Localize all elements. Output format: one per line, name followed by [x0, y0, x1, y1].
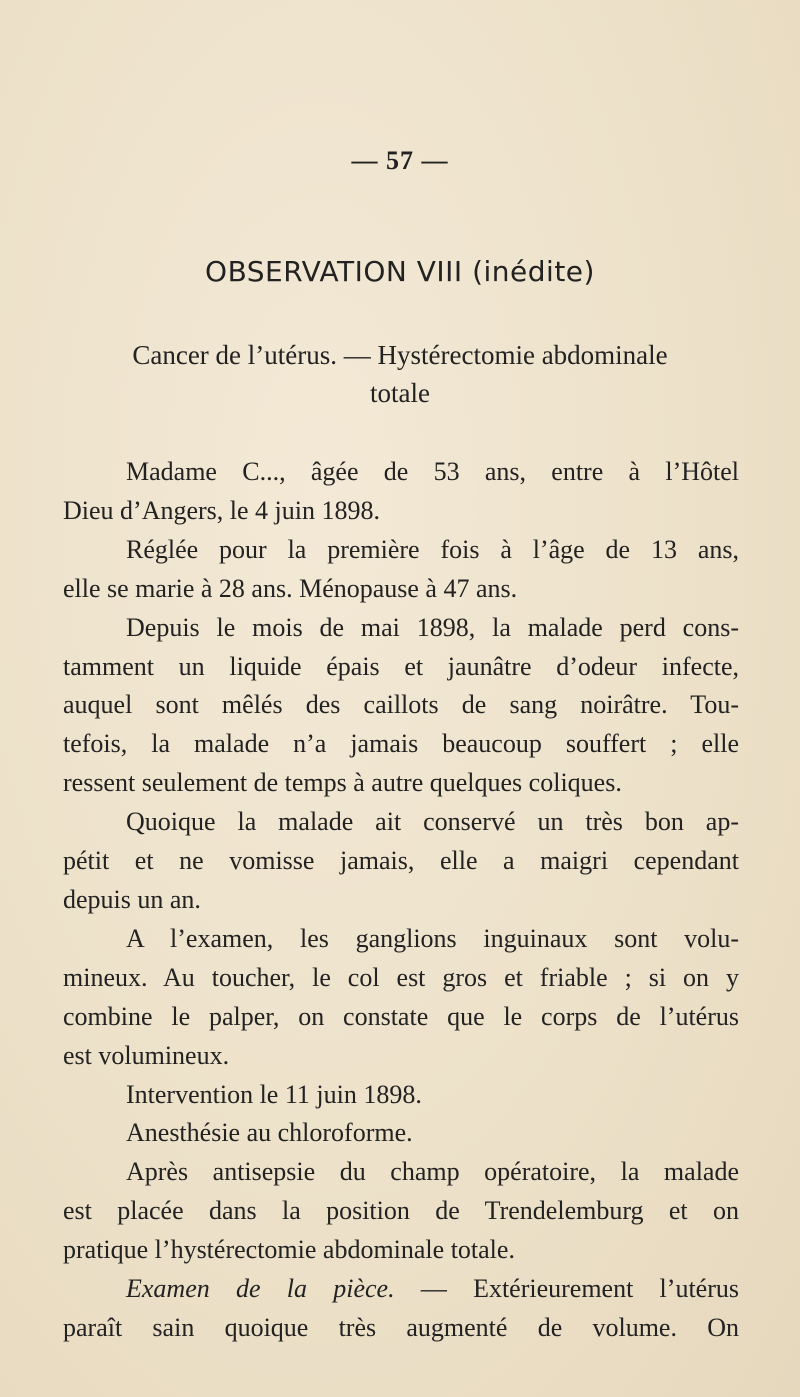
- text-line: est volumineux.: [63, 1040, 230, 1070]
- text-line: Depuis le mois de mai 1898, la malade perd cons-: [126, 612, 739, 642]
- text-line: Réglée pour la première fois à l’âge de 13 ans,: [126, 534, 739, 564]
- text-line: mineux. Au toucher, le col est gros et friable ; si on y: [63, 962, 739, 992]
- body-text: [63, 453, 739, 1348]
- text-line: combine le palper, on constate que le corps de l’utérus: [63, 1001, 739, 1031]
- text-line: auquel sont mêlés des caillots de sang noirâtre. Tou-: [63, 690, 739, 720]
- text-line: pratique l’hystérectomie abdominale totale.: [63, 1235, 515, 1265]
- subtitle-line: Cancer de l’utérus. — Hystérectomie abdominale: [132, 340, 668, 370]
- text-line: Dieu d’Angers, le 4 juin 1898.: [63, 495, 381, 525]
- italic-heading: Examen de la pièce.: [126, 1274, 395, 1304]
- text-line: est placée dans la position de Trendelemburg et on: [63, 1196, 739, 1226]
- text-line: Madame C..., âgée de 53 ans, entre à l’Hôtel: [126, 457, 739, 486]
- text-line: Intervention le 11 juin 1898.: [126, 1079, 422, 1109]
- text-line: Quoique la malade ait conservé un très bon ap-: [126, 807, 739, 837]
- text-line: tamment un liquide épais et jaunâtre d’odeur infecte,: [63, 651, 739, 681]
- text-line: pétit et ne vomisse jamais, elle a maigri cependant: [63, 846, 739, 876]
- text-line: Anesthésie au chloroforme.: [126, 1118, 413, 1148]
- text-line: paraît sain quoique très augmenté de volume. On: [63, 1312, 739, 1342]
- text-line: Après antisepsie du champ opératoire, la malade: [126, 1157, 739, 1187]
- text-line: tefois, la malade n’a jamais beaucoup souffert ; elle: [63, 729, 739, 759]
- observation-subtitle: [0, 336, 800, 412]
- observation-title: OBSERVATION VIII (inédite): [205, 255, 595, 288]
- subtitle-line: totale: [370, 378, 430, 408]
- page-number: — 57 —: [351, 146, 449, 175]
- text-line: elle se marie à 28 ans. Ménopause à 47 ans.: [63, 573, 518, 603]
- text-line-rest: — Extérieurement l’utérus: [394, 1274, 739, 1304]
- text-line: ressent seulement de temps à autre quelques coliques.: [63, 768, 622, 798]
- text-line: [63, 1270, 739, 1309]
- text-line: depuis un an.: [63, 884, 201, 914]
- text-line: A l’examen, les ganglions inguinaux sont volu-: [126, 923, 739, 953]
